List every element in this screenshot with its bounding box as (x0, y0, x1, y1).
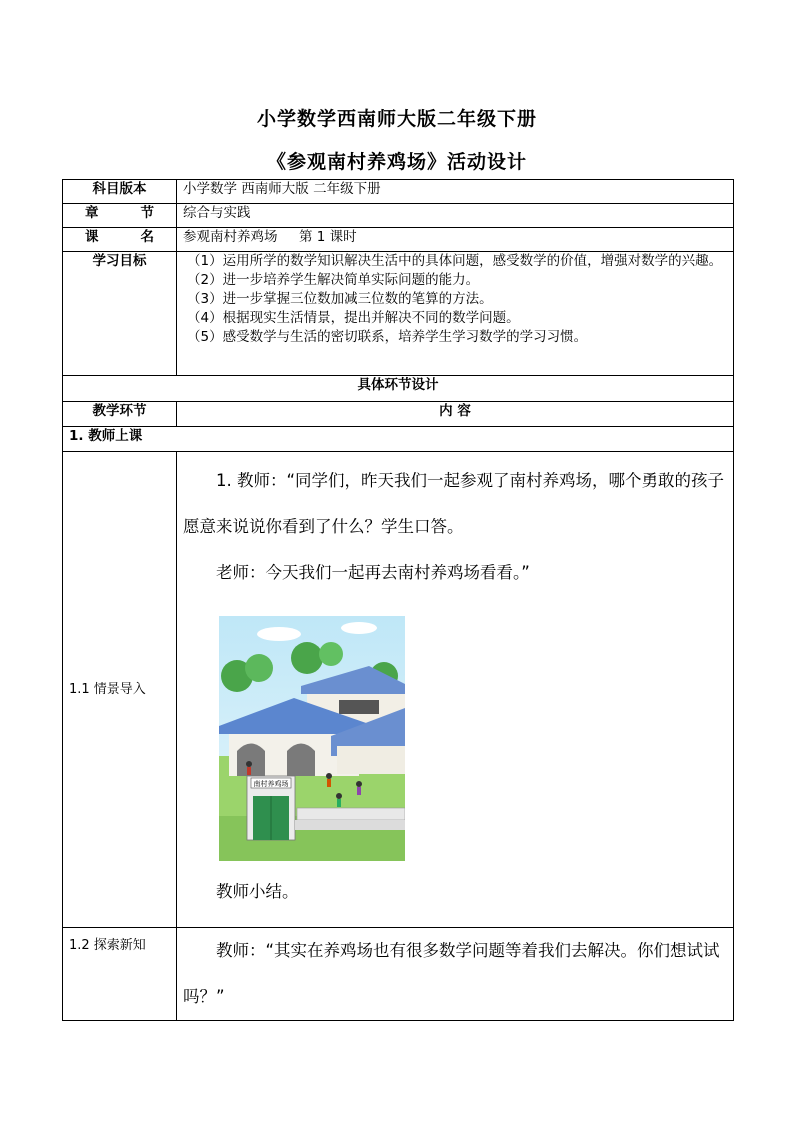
scene-paragraph: 老师：今天我们一起再去南村养鸡场看看。” (216, 563, 530, 582)
section-title: 1. 教师上课 (63, 427, 734, 452)
lesson-value: 参观南村养鸡场 第 1 课时 (177, 228, 734, 252)
chapter-row (63, 204, 734, 228)
explore-content (177, 928, 734, 1021)
document-title: 小学数学西南师大版二年级下册 (256, 108, 537, 130)
chicken-farm-illustration (219, 616, 405, 861)
version-row (63, 180, 734, 204)
lesson-plan-table (62, 179, 734, 1021)
explore-label: 1.2 探索新知 (63, 928, 177, 1021)
section-row (63, 427, 734, 452)
goal-item: （3）进一步掌握三位数加减三位数的笔算的方法。 (187, 291, 493, 307)
design-header: 具体环节设计 (63, 376, 734, 402)
goal-item: （4）根据现实生活情景，提出并解决不同的数学问题。 (187, 310, 520, 326)
scene-content (177, 452, 734, 928)
explore-row (63, 928, 734, 1021)
version-label: 科目版本 (63, 180, 177, 204)
scene-row (63, 452, 734, 928)
explore-paragraph: 教师：“其实在养鸡场也有很多数学问题等着我们去解决。你们想试试吗？” (183, 941, 720, 1006)
stage-header: 教学环节 (63, 402, 177, 427)
chapter-value: 综合与实践 (177, 204, 734, 228)
content-header: 内 容 (177, 402, 734, 427)
scene-label: 1.1 情景导入 (63, 452, 177, 928)
scene-paragraph: 1. 教师：“同学们，昨天我们一起参观了南村养鸡场，哪个勇敢的孩子愿意来说说你看到了什么？学生口答。 (183, 471, 725, 536)
goals-list (177, 252, 734, 376)
lesson-label: 课 名 (63, 228, 177, 252)
column-header-row (63, 402, 734, 427)
version-value: 小学数学 西南师大版 二年级下册 (177, 180, 734, 204)
document-subtitle: 《参观南村养鸡场》活动设计 (266, 151, 527, 173)
goals-row (63, 252, 734, 376)
chapter-label: 章 节 (63, 204, 177, 228)
design-header-row (63, 376, 734, 402)
goal-item: （1）运用所学的数学知识解决生活中的具体问题，感受数学的价值，增强对数学的兴趣。 (187, 253, 723, 269)
goals-label: 学习目标 (63, 252, 177, 376)
scene-summary: 教师小结。 (216, 882, 299, 901)
svg-text:南村养鸡场: 南村养鸡场 (253, 780, 289, 788)
goal-item: （2）进一步培养学生解决简单实际问题的能力。 (187, 272, 480, 288)
lesson-row (63, 228, 734, 252)
goal-item: （5）感受数学与生活的密切联系，培养学生学习数学的学习习惯。 (187, 329, 588, 345)
